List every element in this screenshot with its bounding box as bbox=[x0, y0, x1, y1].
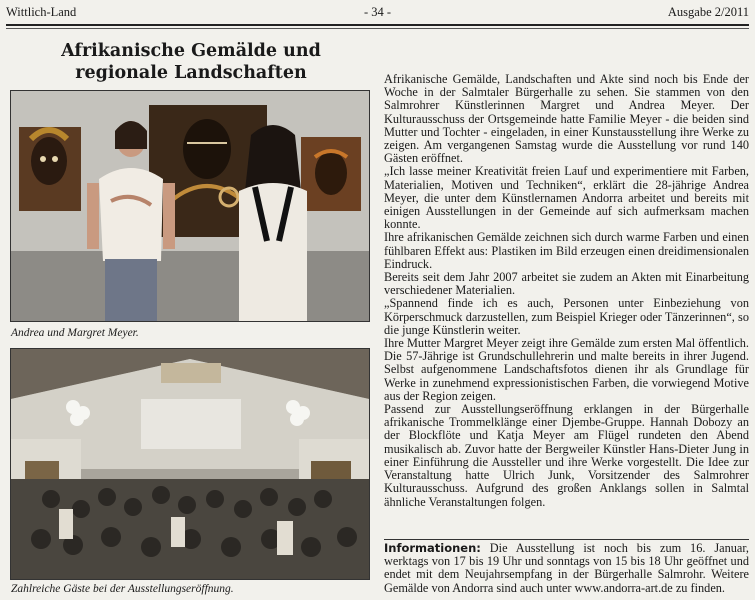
issue-number: Ausgabe 2/2011 bbox=[667, 5, 749, 19]
info-box-rule bbox=[384, 539, 749, 540]
info-text: Die Ausstellung ist noch bis zum 16. Januar, werktags von 17 bis 19 Uhr und sonntags von 15 bis 18 Uhr geöffnet und endet mit dem Neujahrsempfang in der Bürgerhalle Salmrohr. Weitere Gemälde von Andorra sind auch unter www.andorra-art.de zu finden. bbox=[384, 541, 749, 595]
article-paragraph: Bereits seit dem Jahr 2007 arbeitet sie zudem an Akten mit Einarbeitung verschiedener Materialien. bbox=[384, 270, 749, 298]
headline-line-1: Afrikanische Gemälde und bbox=[61, 41, 321, 61]
article-paragraph: „Ich lasse meiner Kreativität freien Lauf und experimentiere mit Farben, Materialien, Motiven und Techniken“, erklärt die 28-jährige Andrea Meyer, die unter dem Künstlernamen Andorra arbeitet und bereits mit einigen Ausstellungen in der Gemeinde auf sich aufmerksam machen konnte. bbox=[384, 164, 749, 232]
headline-line-2: regionale Landschaften bbox=[75, 63, 307, 83]
header-rule-thin bbox=[6, 28, 749, 29]
page-number: - 34 - bbox=[363, 5, 392, 19]
article-headline bbox=[14, 40, 368, 84]
article-paragraph: Ihre afrikanischen Gemälde zeichnen sich durch warme Farben und einen fühlbaren Effekt aus: Plastiken im Bild erzeugen einen dreidimensionalen Eindruck. bbox=[384, 230, 749, 271]
photo-guests bbox=[10, 348, 370, 580]
photo-artists bbox=[10, 90, 370, 322]
caption-photo-guests: Zahlreiche Gäste bei der Ausstellungseröffnung. bbox=[11, 583, 234, 595]
section-name: Wittlich-Land bbox=[6, 5, 77, 19]
article-paragraph: Passend zur Ausstellungseröffnung erklangen in der Bürgerhalle afrikanische Trommelklänge einer Djembe-Gruppe. Hannah Dobozy an der Blockflöte und Katja Meyer am Flügel rundeten den Abend musikalisch ab. Zuvor hatte der Bergweiler Künstler Hans-Dieter Jung in einer Einführung die Aussteller und ihre Werke vorgestellt. Die Idee zur Veranstaltung hatte Ulrich Junk, Vorsitzender des Salmrohrer Kulturausschuss. Aufgrund des großen Anklangs sollen in Salmtal ähnliche Veranstaltungen folgen. bbox=[384, 402, 749, 509]
info-label: Informationen: bbox=[384, 541, 481, 555]
article-paragraph: Ihre Mutter Margret Meyer zeigt ihre Gemälde zum ersten Mal öffentlich. Die 57-Jährige ist Grundschullehrerin und malte bereits in ihrer Jugend. Selbst aufgenommene Landschaftsfotos dienen ihr als Grundlage für Werke in zunehmend expressionistischen Farben, die vorwiegend Motive aus der Region zeigen. bbox=[384, 336, 749, 403]
article-body bbox=[384, 73, 749, 509]
article-paragraph: Afrikanische Gemälde, Landschaften und Akte sind noch bis Ende der Woche in der Salmtaler Bürgerhalle zu sehen. Sie stammen von den Salmrohrer Künstlerinnen Margret und Andrea Meyer. Der Kulturausschuss der Ortsgemeinde hatte Familie Meyer - die beiden sind Mutter und Tochter - eingeladen, in einer Kunstausstellung ihre Werke zu zeigen. Am vergangenen Samstag wurde die Ausstellung vor rund 140 Gästen eröffnet. bbox=[384, 72, 749, 166]
info-box bbox=[384, 541, 749, 595]
info-paragraph bbox=[384, 541, 749, 595]
article-paragraph: „Spannend finde ich es auch, Personen unter Einbeziehung von Körperschmuck darzustellen, zum Beispiel Krieger oder Tänzerinnen“, so die junge Künstlerin weiter. bbox=[384, 296, 749, 337]
page-header bbox=[6, 1, 749, 23]
caption-photo-artists: Andrea und Margret Meyer. bbox=[11, 327, 139, 339]
header-rule bbox=[6, 24, 749, 26]
